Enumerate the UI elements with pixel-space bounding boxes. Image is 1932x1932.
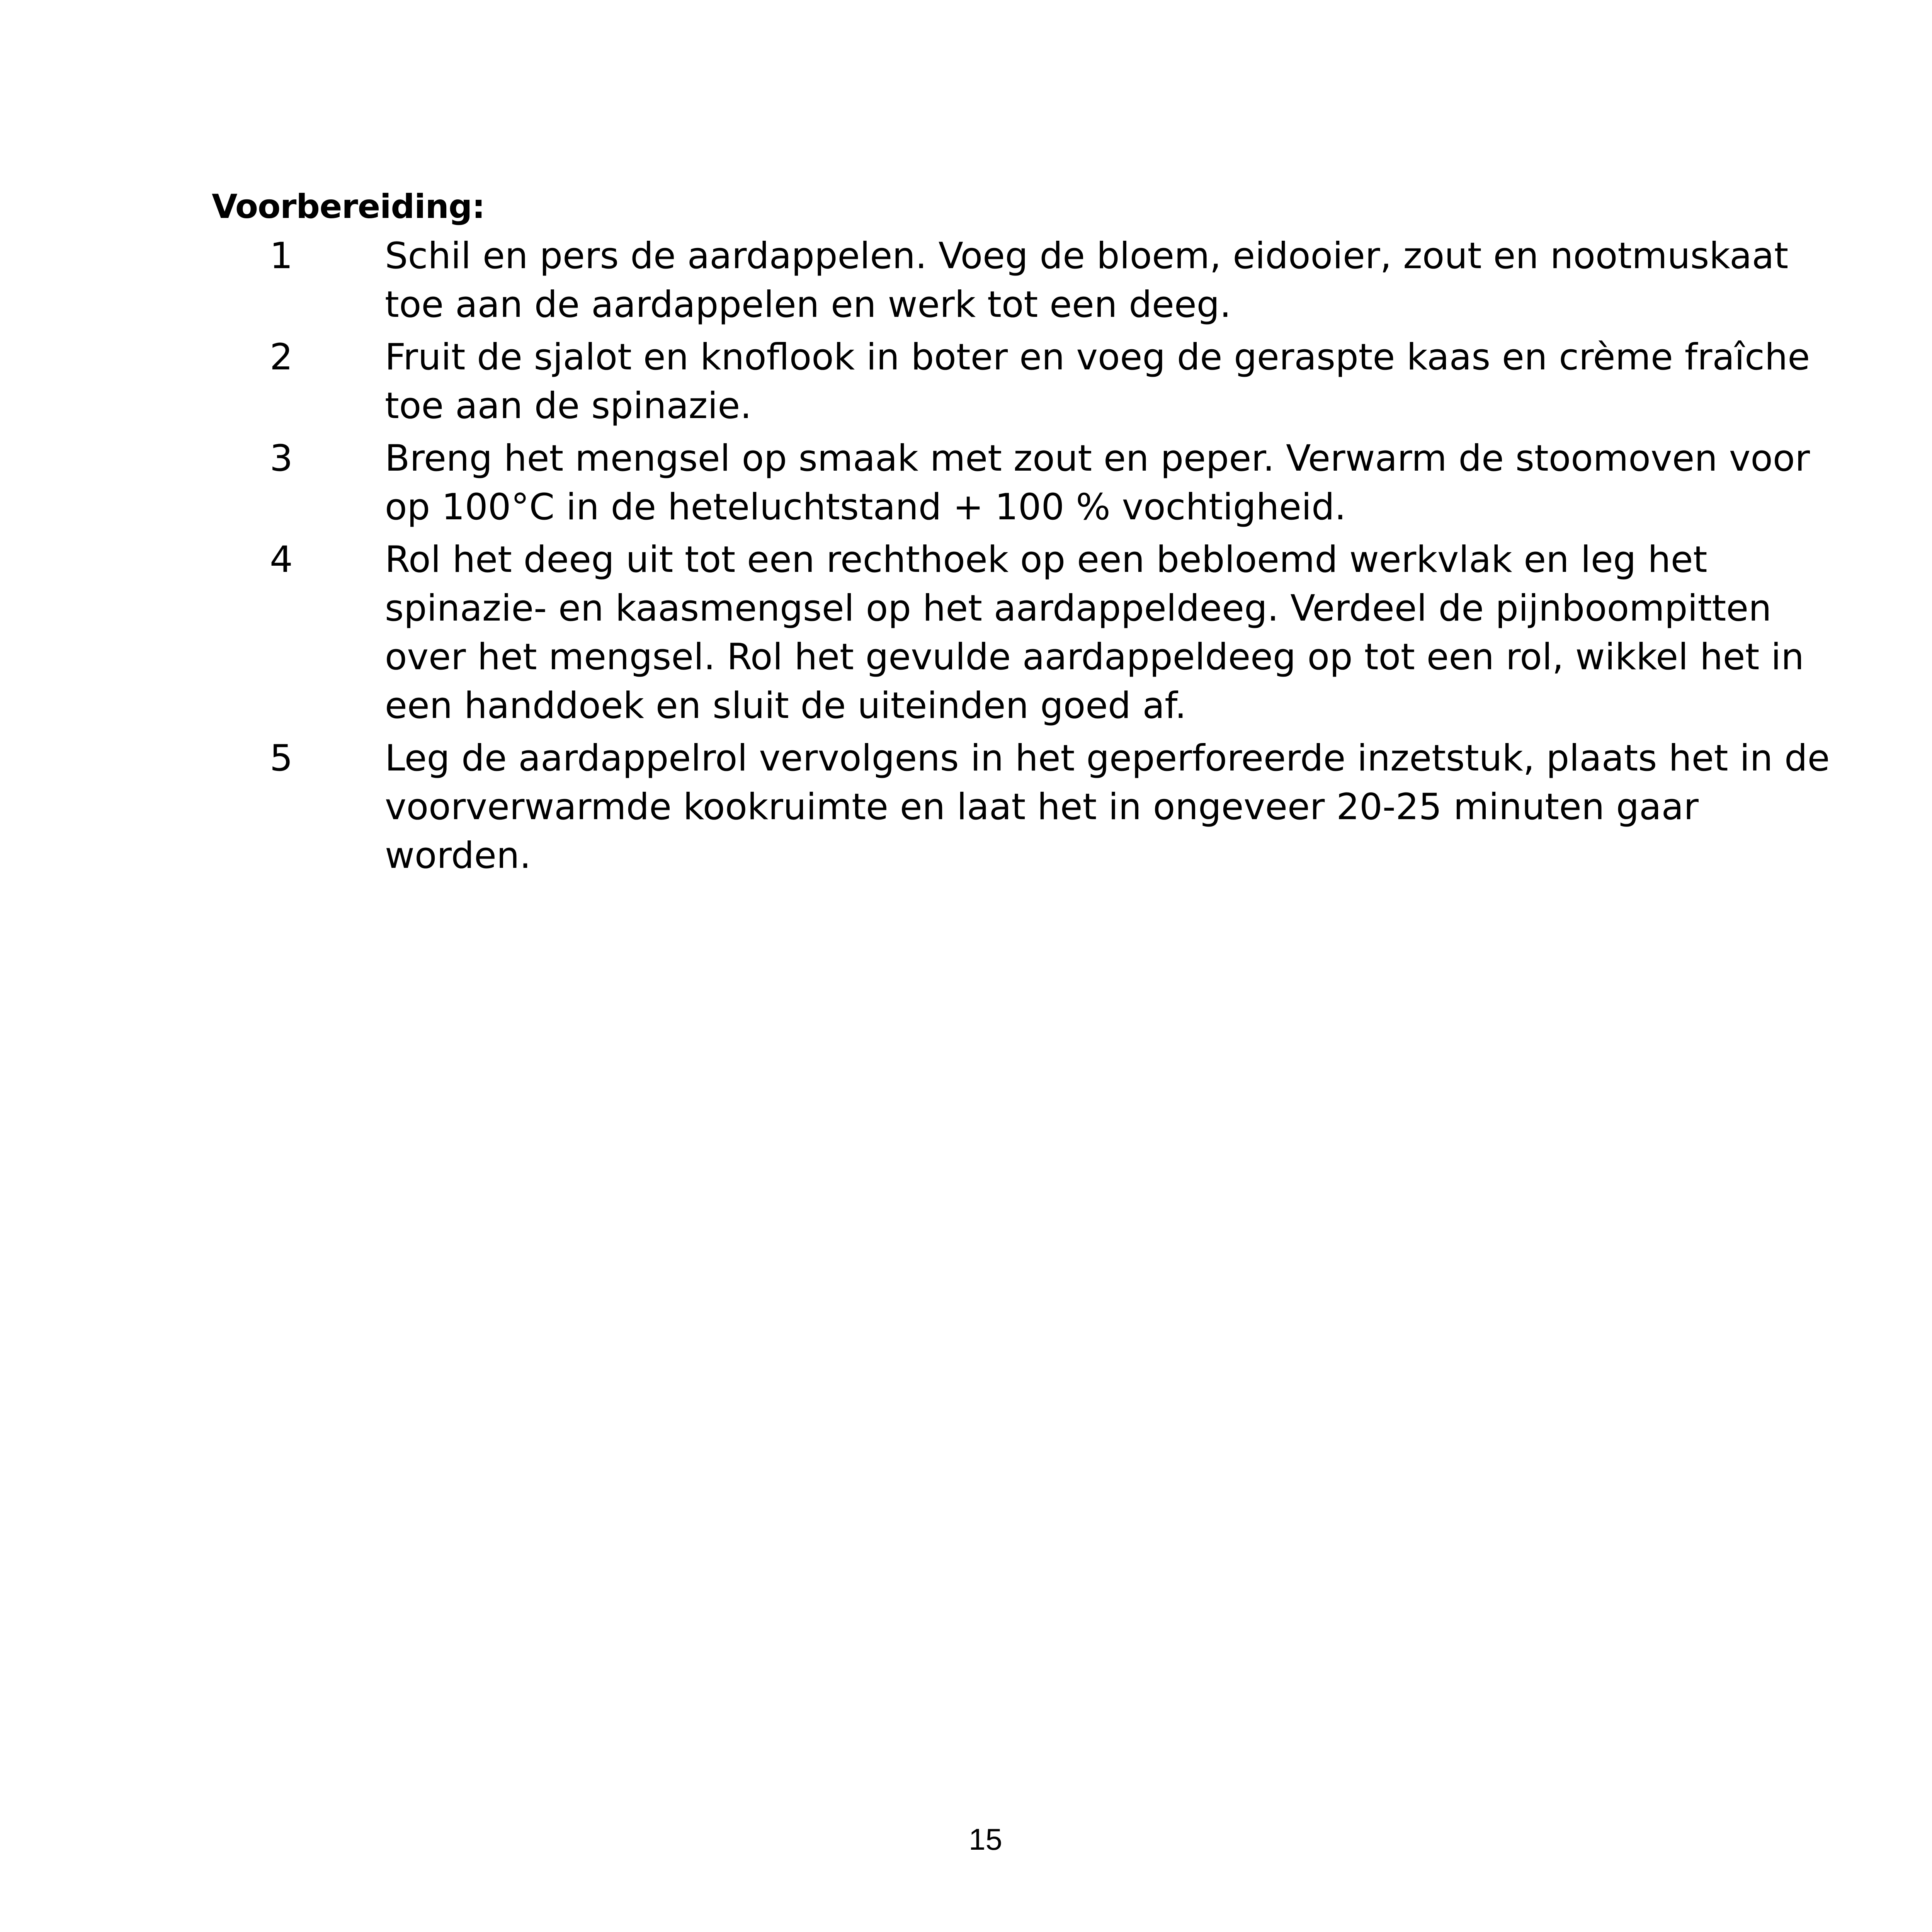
step-text: Leg de aardappelrol vervolgens in het geperforeerde inzetstuk, plaats het in de voorverwarmde kookruimte en laat het in ongeveer 20-25 minuten gaar worden. [385, 737, 1830, 877]
page-number: 15 [969, 1822, 1002, 1856]
preparation-steps [212, 232, 1846, 880]
step-item [212, 536, 1846, 730]
step-number: 1 [270, 235, 293, 277]
step-number: 4 [270, 539, 293, 581]
step-text: Rol het deeg uit tot een rechthoek op een bebloemd werkvlak en leg het spinazie- en kaasmengsel op het aardappeldeeg. Verdeel de pijnboompitten over het mengsel. Rol het gevulde aardappeldeeg op tot een rol, wikkel het in een handdoek en sluit de uiteinden goed af. [385, 539, 1804, 727]
step-number: 5 [270, 737, 293, 779]
step-text: Schil en pers de aardappelen. Voeg de bloem, eidooier, zout en nootmuskaat toe aan de aardappelen en werk tot een deeg. [385, 235, 1789, 326]
section-heading: Voorbereiding: [212, 187, 485, 226]
step-number: 3 [270, 437, 293, 480]
step-item [212, 333, 1846, 430]
document-body [212, 182, 1846, 884]
step-text: Fruit de sjalot en knoflook in boter en voeg de geraspte kaas en crème fraîche toe aan de spinazie. [385, 336, 1810, 427]
step-item [212, 734, 1846, 880]
step-number: 2 [270, 336, 293, 378]
step-text: Breng het mengsel op smaak met zout en peper. Verwarm de stoomoven voor op 100°C in de heteluchtstand + 100 % vochtigheid. [385, 437, 1810, 528]
step-item [212, 232, 1846, 329]
step-item [212, 434, 1846, 532]
